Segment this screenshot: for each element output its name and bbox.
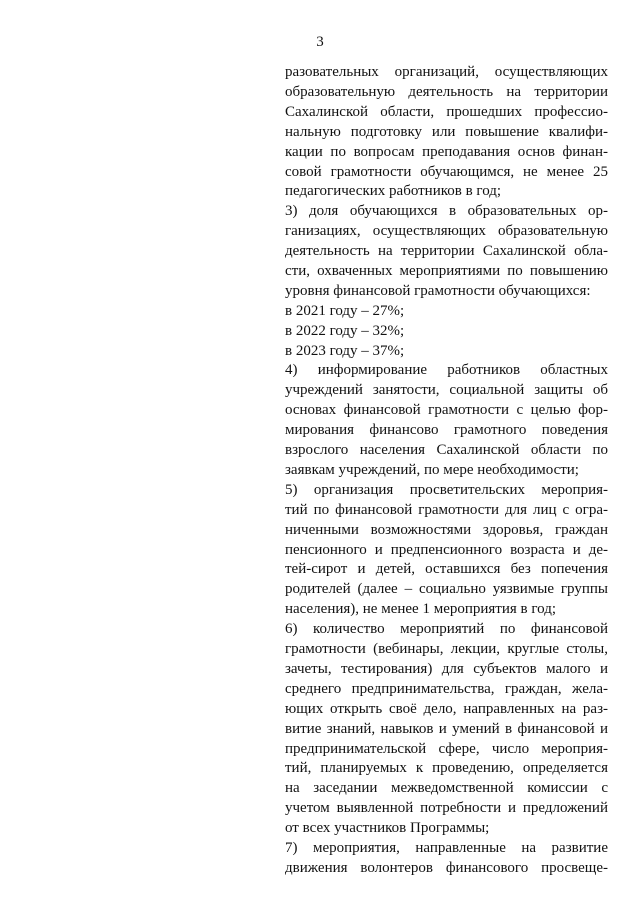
- text-line: на заседании межведомственной комиссии с: [285, 780, 608, 796]
- text-line: движения волонтеров финансового просвеще-: [285, 860, 608, 876]
- text-line: деятельность на территории Сахалинской обла-: [285, 243, 608, 259]
- text-line: в 2023 году – 37%;: [285, 343, 405, 359]
- text-line: 4) информирование работников областных: [285, 362, 608, 378]
- text-line: образовательную деятельность на территории: [285, 84, 608, 100]
- text-line: Сахалинской области, прошедших профессио-: [285, 104, 608, 120]
- text-line: разовательных организаций, осуществляющих: [285, 64, 608, 80]
- text-line: совой грамотности обучающимся, не менее 25: [285, 164, 608, 180]
- text-line: 5) организация просветительских мероприя-: [285, 482, 608, 498]
- text-line: нальную подготовку или повышение квалифи-: [285, 124, 608, 140]
- text-line: в 2022 году – 32%;: [285, 323, 405, 339]
- text-line: зачеты, тестирования) для субъектов малого и: [285, 661, 608, 677]
- text-line: витие знаний, навыков и умений в финансовой и: [285, 721, 608, 737]
- text-line: 7) мероприятия, направленные на развитие: [285, 840, 608, 856]
- text-line: учетом выявленной потребности и предложений: [285, 800, 608, 816]
- text-line: основах финансовой грамотности с целью фор-: [285, 402, 608, 418]
- text-line: мирования финансово грамотного поведения: [285, 422, 608, 438]
- text-line: заявкам учреждений, по мере необходимости;: [285, 462, 579, 478]
- page-number: 3: [316, 34, 324, 50]
- text-line: кации по вопросам преподавания основ финан-: [285, 144, 608, 160]
- text-line: сти, охваченных мероприятиями по повышению: [285, 263, 608, 279]
- text-line: от всех участников Программы;: [285, 820, 490, 836]
- text-line: уровня финансовой грамотности обучающихся:: [285, 283, 591, 299]
- text-line: ниченными возможностями здоровья, граждан: [285, 522, 608, 538]
- text-line: учреждений занятости, социальной защиты об: [285, 382, 608, 398]
- text-line: пенсионного и предпенсионного возраста и де-: [285, 542, 608, 558]
- text-line: грамотности (вебинары, лекции, круглые столы,: [285, 641, 608, 657]
- text-line: предпринимательской сфере, число мероприя-: [285, 741, 608, 757]
- text-line: взрослого населения Сахалинской области по: [285, 442, 608, 458]
- text-line: тий по финансовой грамотности для лиц с огра-: [285, 502, 608, 518]
- text-line: ганизациях, осуществляющих образовательную: [285, 223, 608, 239]
- text-line: 3) доля обучающихся в образовательных ор-: [285, 203, 608, 219]
- text-line: населения), не менее 1 мероприятия в год;: [285, 601, 557, 617]
- text-line: ющих открыть своё дело, направленных на раз-: [285, 701, 608, 717]
- text-line: родителей (далее – социально уязвимые группы: [285, 581, 608, 597]
- text-line: среднего предпринимательства, граждан, жела-: [285, 681, 608, 697]
- text-line: педагогических работников в год;: [285, 183, 502, 199]
- text-line: тий, планируемых к проведению, определяется: [285, 760, 608, 776]
- text-line: 6) количество мероприятий по финансовой: [285, 621, 608, 637]
- text-line: тей-сирот и детей, оставшихся без попечения: [285, 561, 608, 577]
- text-line: в 2021 году – 27%;: [285, 303, 405, 319]
